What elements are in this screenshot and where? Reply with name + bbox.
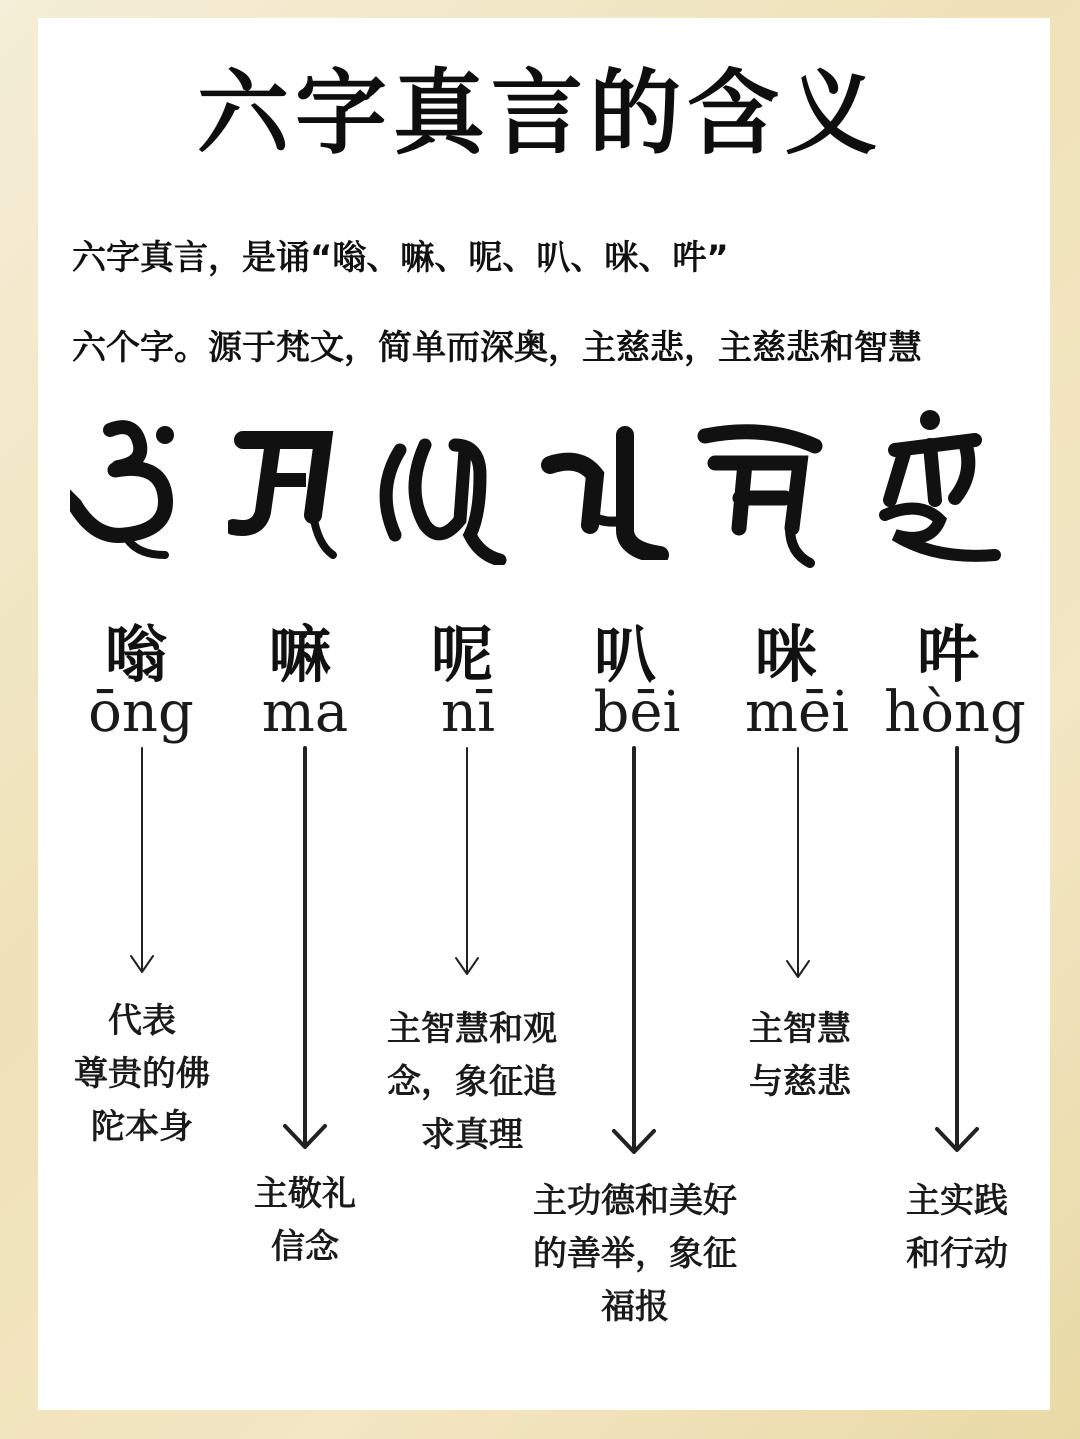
- meaning-om-line: 陀本身: [91, 1107, 193, 1147]
- meaning-ni-line: 主智慧和观: [387, 1009, 557, 1049]
- arrow-mei-icon: [787, 748, 809, 977]
- meaning-om: [42, 995, 242, 1154]
- meaning-bei-line: 的善举，象征: [533, 1234, 737, 1274]
- meaning-om-line: 代表: [108, 1001, 176, 1041]
- syllable-pinyin-ni: nī: [441, 680, 495, 745]
- meaning-ma: [220, 1168, 390, 1274]
- syllable-hanzi-ni: 呢: [430, 618, 493, 691]
- intro-line-2: 六个字。源于梵文，简单而深奥，主慈悲，主慈悲和智慧: [72, 328, 922, 368]
- syllable-pinyin-bei: bēi: [593, 680, 681, 745]
- syllable-pinyin-om: ōng: [88, 680, 194, 745]
- meaning-hong-line: 和行动: [906, 1234, 1008, 1274]
- meaning-ni-line: 念，象征追: [387, 1062, 557, 1102]
- syllable-hanzi-om: 嗡: [104, 618, 167, 691]
- syllable-hanzi-mei: 咪: [754, 618, 817, 691]
- page-title: 六字真言的含义: [196, 59, 883, 167]
- meaning-mei-line: 主智慧: [749, 1009, 851, 1049]
- meaning-ma-line: 信念: [271, 1227, 339, 1267]
- syllable-pinyin-ma: ma: [261, 680, 349, 745]
- meaning-bei-line: 福报: [601, 1287, 669, 1327]
- arrow-bei-icon: [614, 748, 654, 1152]
- meaning-bei-line: 主功德和美好: [533, 1181, 737, 1221]
- syllable-pinyin-hong: hòng: [884, 680, 1026, 745]
- syllable-hanzi-bei: 叭: [593, 618, 656, 691]
- syllable-hanzi-ma: 嘛: [268, 618, 331, 691]
- syllable-hanzi-hong: 吽: [916, 618, 979, 691]
- meaning-ni: [362, 1003, 582, 1162]
- intro-line-1: 六字真言，是诵“嗡、嘛、呢、叭、咪、吽”: [72, 238, 729, 278]
- arrow-ni-icon: [456, 748, 478, 974]
- meaning-mei-line: 与慈悲: [749, 1062, 851, 1102]
- meaning-bei: [510, 1175, 760, 1334]
- meaning-mei: [715, 1003, 885, 1109]
- arrow-om-icon: [131, 748, 153, 972]
- arrow-hong-icon: [937, 748, 977, 1150]
- arrow-ma-icon: [285, 748, 325, 1147]
- meaning-hong-line: 主实践: [906, 1181, 1008, 1221]
- meaning-ma-line: 主敬礼: [254, 1174, 356, 1214]
- meaning-hong: [872, 1175, 1042, 1281]
- meaning-om-line: 尊贵的佛: [74, 1054, 210, 1094]
- syllable-pinyin-mei: mēi: [744, 680, 850, 745]
- meaning-ni-line: 求真理: [421, 1115, 523, 1155]
